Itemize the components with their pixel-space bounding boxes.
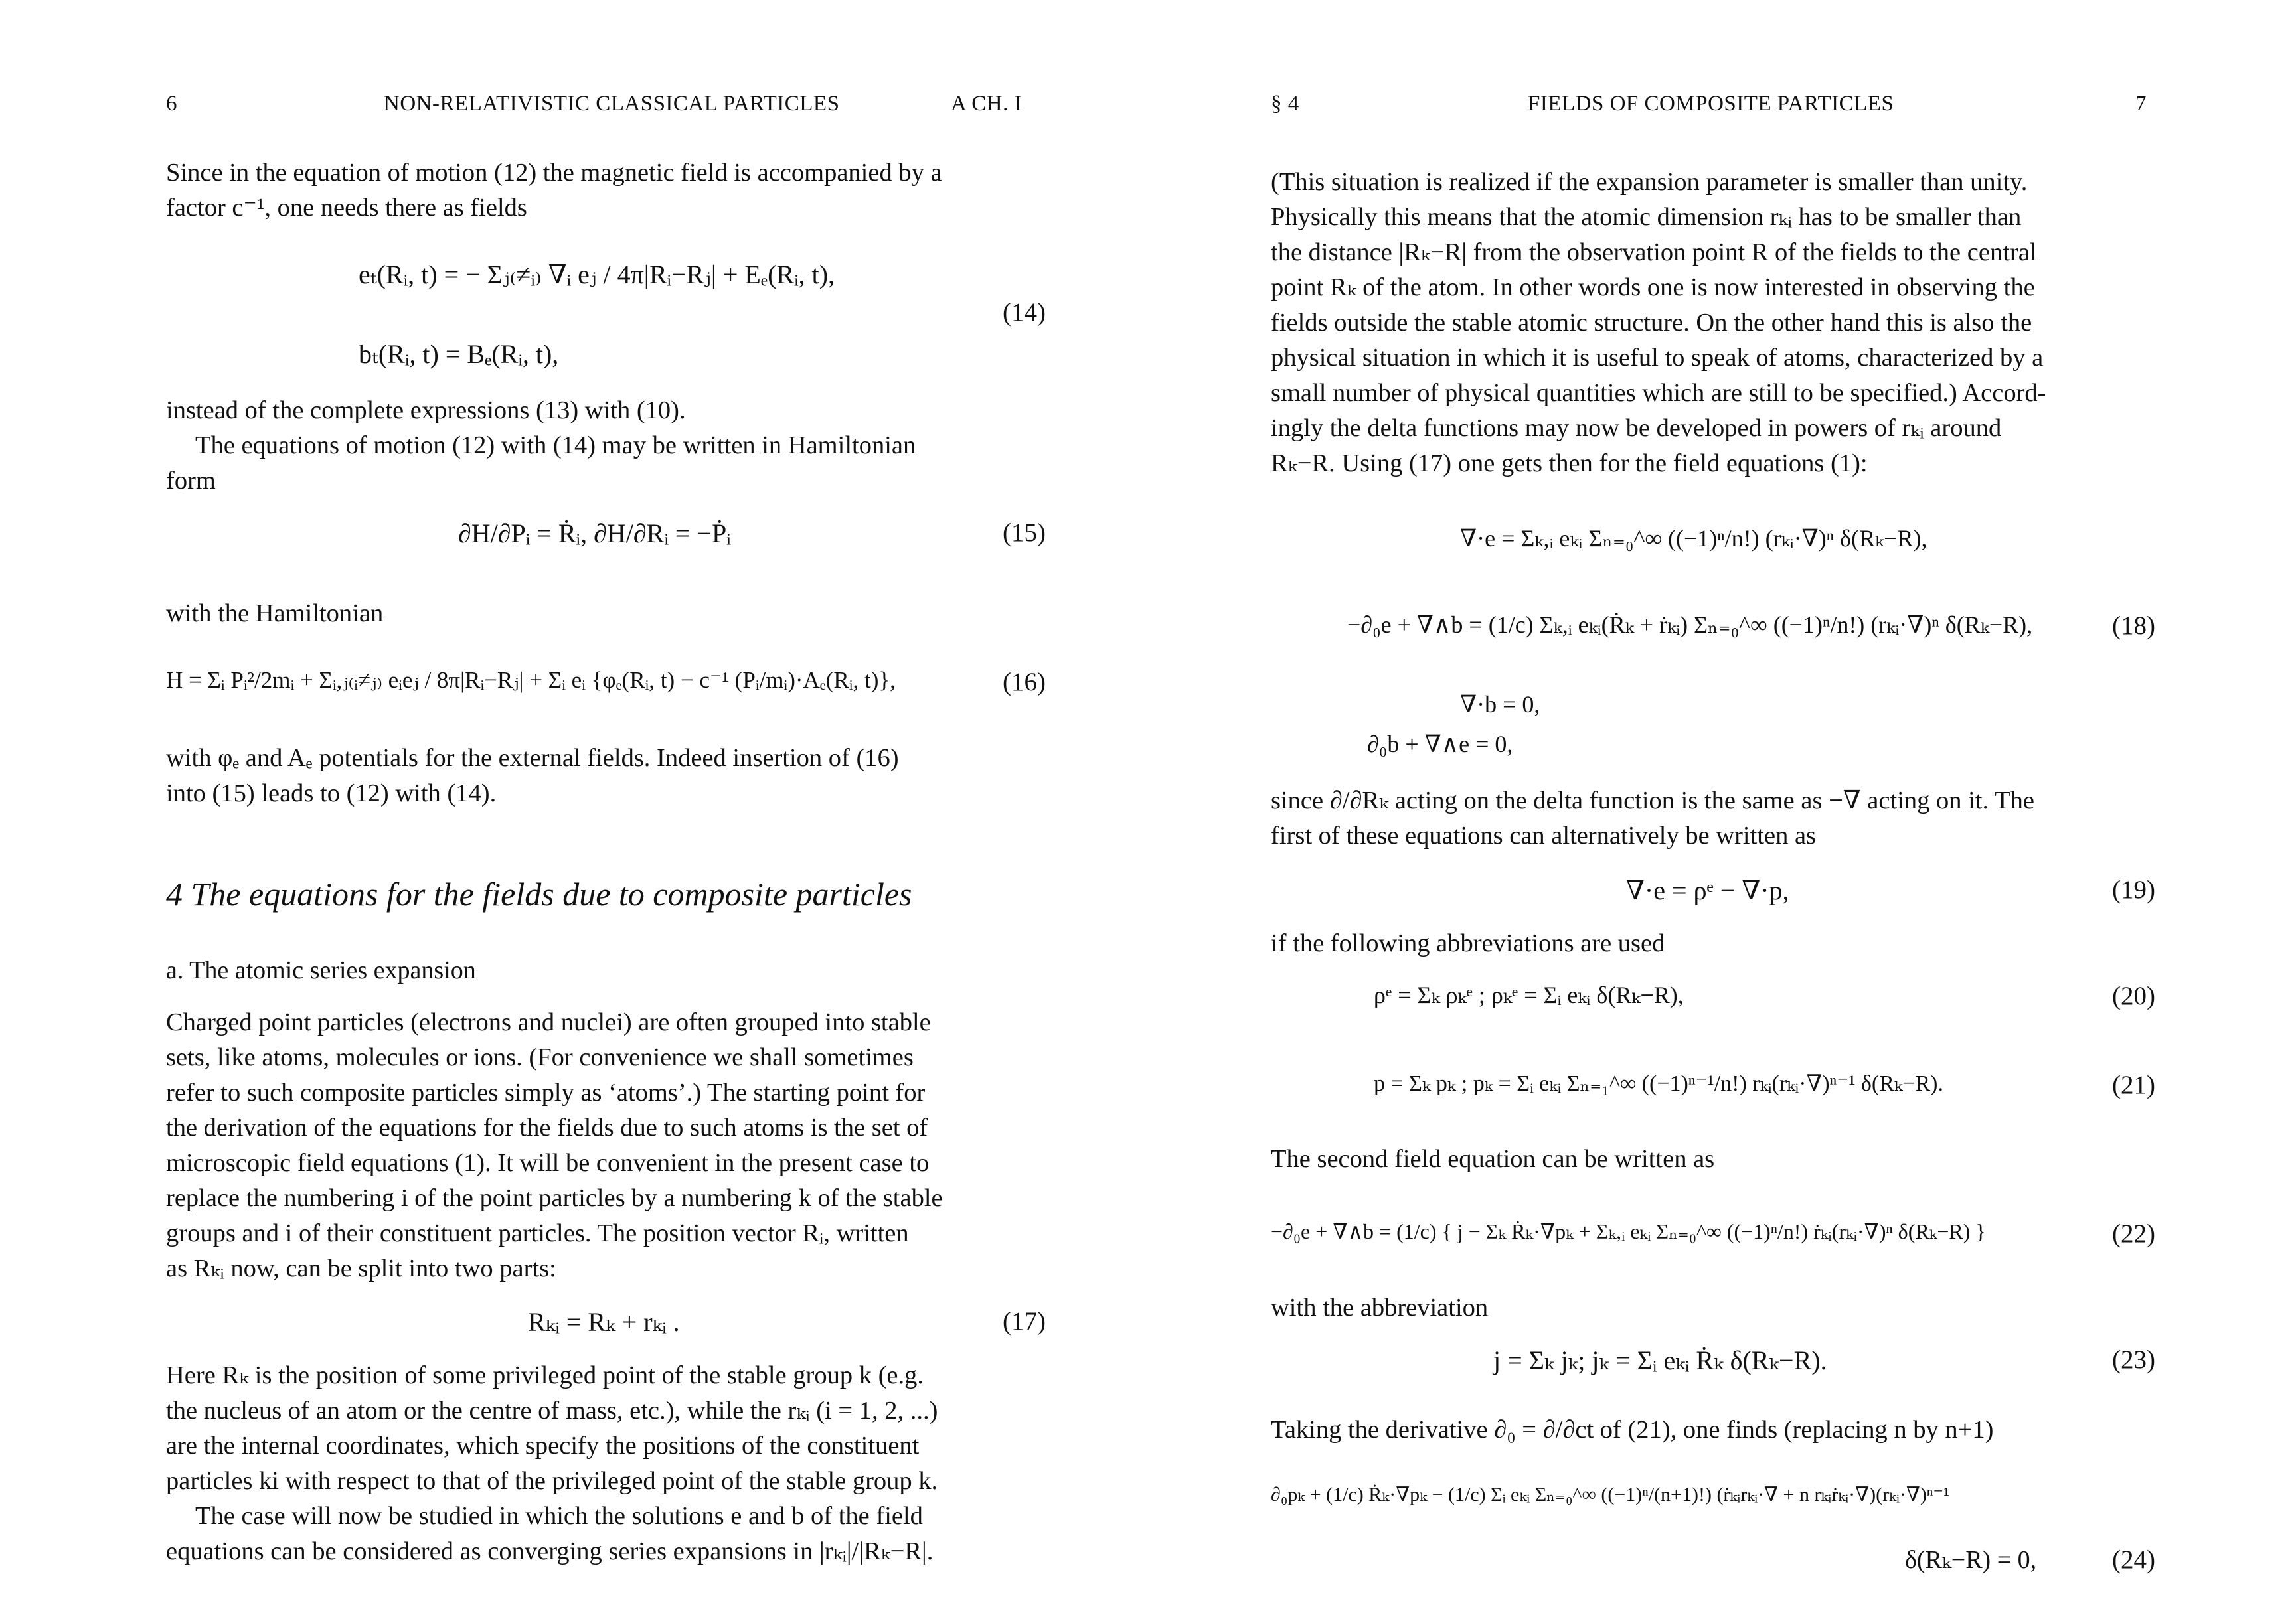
line: The case will now be studied in which the solutions e and b of the field <box>195 1502 923 1530</box>
equation-22: −∂₀e + ∇∧b = (1/c) { j − Σₖ Ṙₖ·∇pₖ + Σₖ,ᵢ eₖᵢ Σₙ₌₀^∞ ((−1)ⁿ/n!) ṙₖᵢ(rₖᵢ·∇)ⁿ δ(Rₖ−R) } <box>1271 1219 1986 1243</box>
equation-15: ∂H/∂Pᵢ = Ṙᵢ, ∂H/∂Rᵢ = −Ṗᵢ <box>458 518 731 548</box>
left-para-3 <box>166 596 1054 631</box>
equation-20-number: (20) <box>2112 982 2155 1010</box>
line: groups and i of their constituent particles. The position vector Rᵢ, written <box>166 1219 909 1247</box>
left-para-1 <box>166 155 1054 226</box>
line: The second field equation can be written as <box>1271 1145 1715 1173</box>
line: physical situation in which it is useful to speak of atoms, characterized by a <box>1271 344 2044 372</box>
equation-15-number: (15) <box>1003 518 1046 547</box>
line: with φₑ and Aₑ potentials for the external fields. Indeed insertion of (16) <box>166 744 899 772</box>
line: factor c⁻¹, one needs there as fields <box>166 194 527 222</box>
equation-14-number: (14) <box>1003 298 1046 327</box>
equation-20: ρᵉ = Σₖ ρₖᵉ ; ρₖᵉ = Σᵢ eₖᵢ δ(Rₖ−R), <box>1374 982 1684 1008</box>
line: fields outside the stable atomic structure. On the other hand this is also the <box>1271 309 2032 337</box>
equation-24-line-1: ∂₀pₖ + (1/c) Ṙₖ·∇pₖ − (1/c) Σᵢ eₖᵢ Σₙ₌₀^∞ ((−1)ⁿ/(n+1)!) (ṙₖᵢrₖᵢ·∇ + n rₖᵢṙₖᵢ·∇)(rₖᵢ·∇)ⁿ⁻¹ <box>1271 1484 1950 1505</box>
right-page-number: 7 <box>2135 92 2147 115</box>
line: Rₖ−R. Using (17) one gets then for the field equations (1): <box>1271 449 1868 477</box>
line: the distance |Rₖ−R| from the observation point R of the fields to the central <box>1271 238 2037 266</box>
equation-23: j = Σₖ jₖ; jₖ = Σᵢ eₖᵢ Ṙₖ δ(Rₖ−R). <box>1493 1346 1827 1375</box>
left-chapter-label: A CH. I <box>951 92 1023 115</box>
right-para-4 <box>1271 1142 2151 1177</box>
left-running-title: NON-RELATIVISTIC CLASSICAL PARTICLES <box>384 92 840 115</box>
line: replace the numbering i of the point particles by a numbering k of the stable <box>166 1184 943 1212</box>
line: if the following abbreviations are used <box>1271 929 1665 957</box>
line: the derivation of the equations for the fields due to such atoms is the set of <box>166 1114 928 1142</box>
equation-17-number: (17) <box>1003 1307 1046 1336</box>
left-page-number: 6 <box>166 92 177 115</box>
left-para-2 <box>166 393 1054 499</box>
line: equations can be considered as converging series expansions in |rₖᵢ|/|Rₖ−R|. <box>166 1537 934 1565</box>
line: with the Hamiltonian <box>166 599 384 627</box>
line: ingly the delta functions may now be developed in powers of rₖᵢ around <box>1271 414 2002 442</box>
equation-24-line-2: δ(Rₖ−R) = 0, <box>1905 1546 2037 1574</box>
equation-18-line-3: ∇·b = 0, <box>1460 691 1540 718</box>
line: point Rₖ of the atom. In other words one is now interested in observing the <box>1271 273 2035 301</box>
equation-18-line-2: −∂₀e + ∇∧b = (1/c) Σₖ,ᵢ eₖᵢ(Ṙₖ + ṙₖᵢ) Σₙ₌₀^∞ ((−1)ⁿ/n!) (rₖᵢ·∇)ⁿ δ(Rₖ−R), <box>1347 611 2033 638</box>
line: instead of the complete expressions (13) with (10). <box>166 396 686 424</box>
equation-18-line-1: ∇·e = Σₖ,ᵢ eₖᵢ Σₙ₌₀^∞ ((−1)ⁿ/n!) (rₖᵢ·∇)ⁿ δ(Rₖ−R), <box>1460 525 1927 552</box>
right-para-3 <box>1271 926 2151 961</box>
line: as Rₖᵢ now, can be split into two parts: <box>166 1255 556 1282</box>
line: into (15) leads to (12) with (14). <box>166 779 497 807</box>
equation-18-line-4: ∂₀b + ∇∧e = 0, <box>1367 731 1513 757</box>
line: first of these equations can alternatively be written as <box>1271 822 1817 850</box>
line: particles ki with respect to that of the privileged point of the stable group k. <box>166 1467 938 1495</box>
right-para-5 <box>1271 1290 2151 1326</box>
line: microscopic field equations (1). It will be convenient in the present case to <box>166 1149 930 1177</box>
line: Physically this means that the atomic dimension rₖᵢ has to be smaller than <box>1271 203 2022 231</box>
line: (This situation is realized if the expansion parameter is smaller than unity. <box>1271 168 2028 196</box>
right-para-6 <box>1271 1413 2151 1448</box>
line: The equations of motion (12) with (14) may be written in Hamiltonian <box>195 431 916 459</box>
line: are the internal coordinates, which specify the positions of the constituent <box>166 1432 920 1460</box>
left-para-5 <box>166 1005 1054 1286</box>
line: the nucleus of an atom or the centre of mass, etc.), while the rₖᵢ (i = 1, 2, ...) <box>166 1397 938 1424</box>
subsection-heading: a. The atomic series expansion <box>166 957 476 984</box>
section-heading: 4 The equations for the fields due to composite particles <box>166 876 912 913</box>
equation-22-number: (22) <box>2112 1219 2155 1248</box>
right-page <box>1148 0 2296 1615</box>
equation-18-number: (18) <box>2112 611 2155 640</box>
equation-24-number: (24) <box>2112 1545 2155 1574</box>
right-running-title: FIELDS OF COMPOSITE PARTICLES <box>1528 92 1894 115</box>
equation-16: H = Σᵢ Pᵢ²/2mᵢ + Σᵢ,ⱼ₍ᵢ≠ⱼ₎ eᵢeⱼ / 8π|Rᵢ−Rⱼ| + Σᵢ eᵢ {φₑ(Rᵢ, t) − c⁻¹ (Pᵢ/mᵢ)·Aₑ(Rᵢ, t)}, <box>166 667 896 693</box>
line: form <box>166 467 216 495</box>
line: Charged point particles (electrons and nuclei) are often grouped into stable <box>166 1008 931 1036</box>
left-para-4 <box>166 741 1054 811</box>
line: with the abbreviation <box>1271 1294 1489 1322</box>
equation-19: ∇·e = ρᵉ − ∇·p, <box>1626 876 1789 905</box>
equation-21-number: (21) <box>2112 1071 2155 1099</box>
left-para-6 <box>166 1358 1054 1569</box>
right-section-label: § 4 <box>1271 92 1299 115</box>
line: sets, like atoms, molecules or ions. (For convenience we shall sometimes <box>166 1043 914 1071</box>
equation-14-line-1: eₜ(Rᵢ, t) = − Σⱼ₍≠ᵢ₎ ∇ᵢ eⱼ / 4π|Rᵢ−Rⱼ| + Eₑ(Rᵢ, t), <box>359 260 835 289</box>
equation-14-line-2: bₜ(Rᵢ, t) = Bₑ(Rᵢ, t), <box>359 339 559 369</box>
right-para-1 <box>1271 165 2151 481</box>
line: Since in the equation of motion (12) the magnetic field is accompanied by a <box>166 159 942 187</box>
line: Here Rₖ is the position of some privileged point of the stable group k (e.g. <box>166 1361 924 1389</box>
line: refer to such composite particles simply as ‘atoms’.) The starting point for <box>166 1079 926 1107</box>
equation-17: Rₖᵢ = Rₖ + rₖᵢ . <box>528 1307 680 1337</box>
right-para-2 <box>1271 783 2151 854</box>
line: Taking the derivative ∂₀ = ∂/∂ct of (21), one finds (replacing n by n+1) <box>1271 1416 1994 1444</box>
line: small number of physical quantities which are still to be specified.) Accord- <box>1271 379 2046 407</box>
equation-21: p = Σₖ pₖ ; pₖ = Σᵢ eₖᵢ Σₙ₌₁^∞ ((−1)ⁿ⁻¹/n!) rₖᵢ(rₖᵢ·∇)ⁿ⁻¹ δ(Rₖ−R). <box>1374 1071 1943 1096</box>
equation-23-number: (23) <box>2112 1346 2155 1374</box>
equation-16-number: (16) <box>1003 668 1046 696</box>
line: since ∂/∂Rₖ acting on the delta function is the same as −∇ acting on it. The <box>1271 787 2034 814</box>
equation-19-number: (19) <box>2112 876 2155 904</box>
